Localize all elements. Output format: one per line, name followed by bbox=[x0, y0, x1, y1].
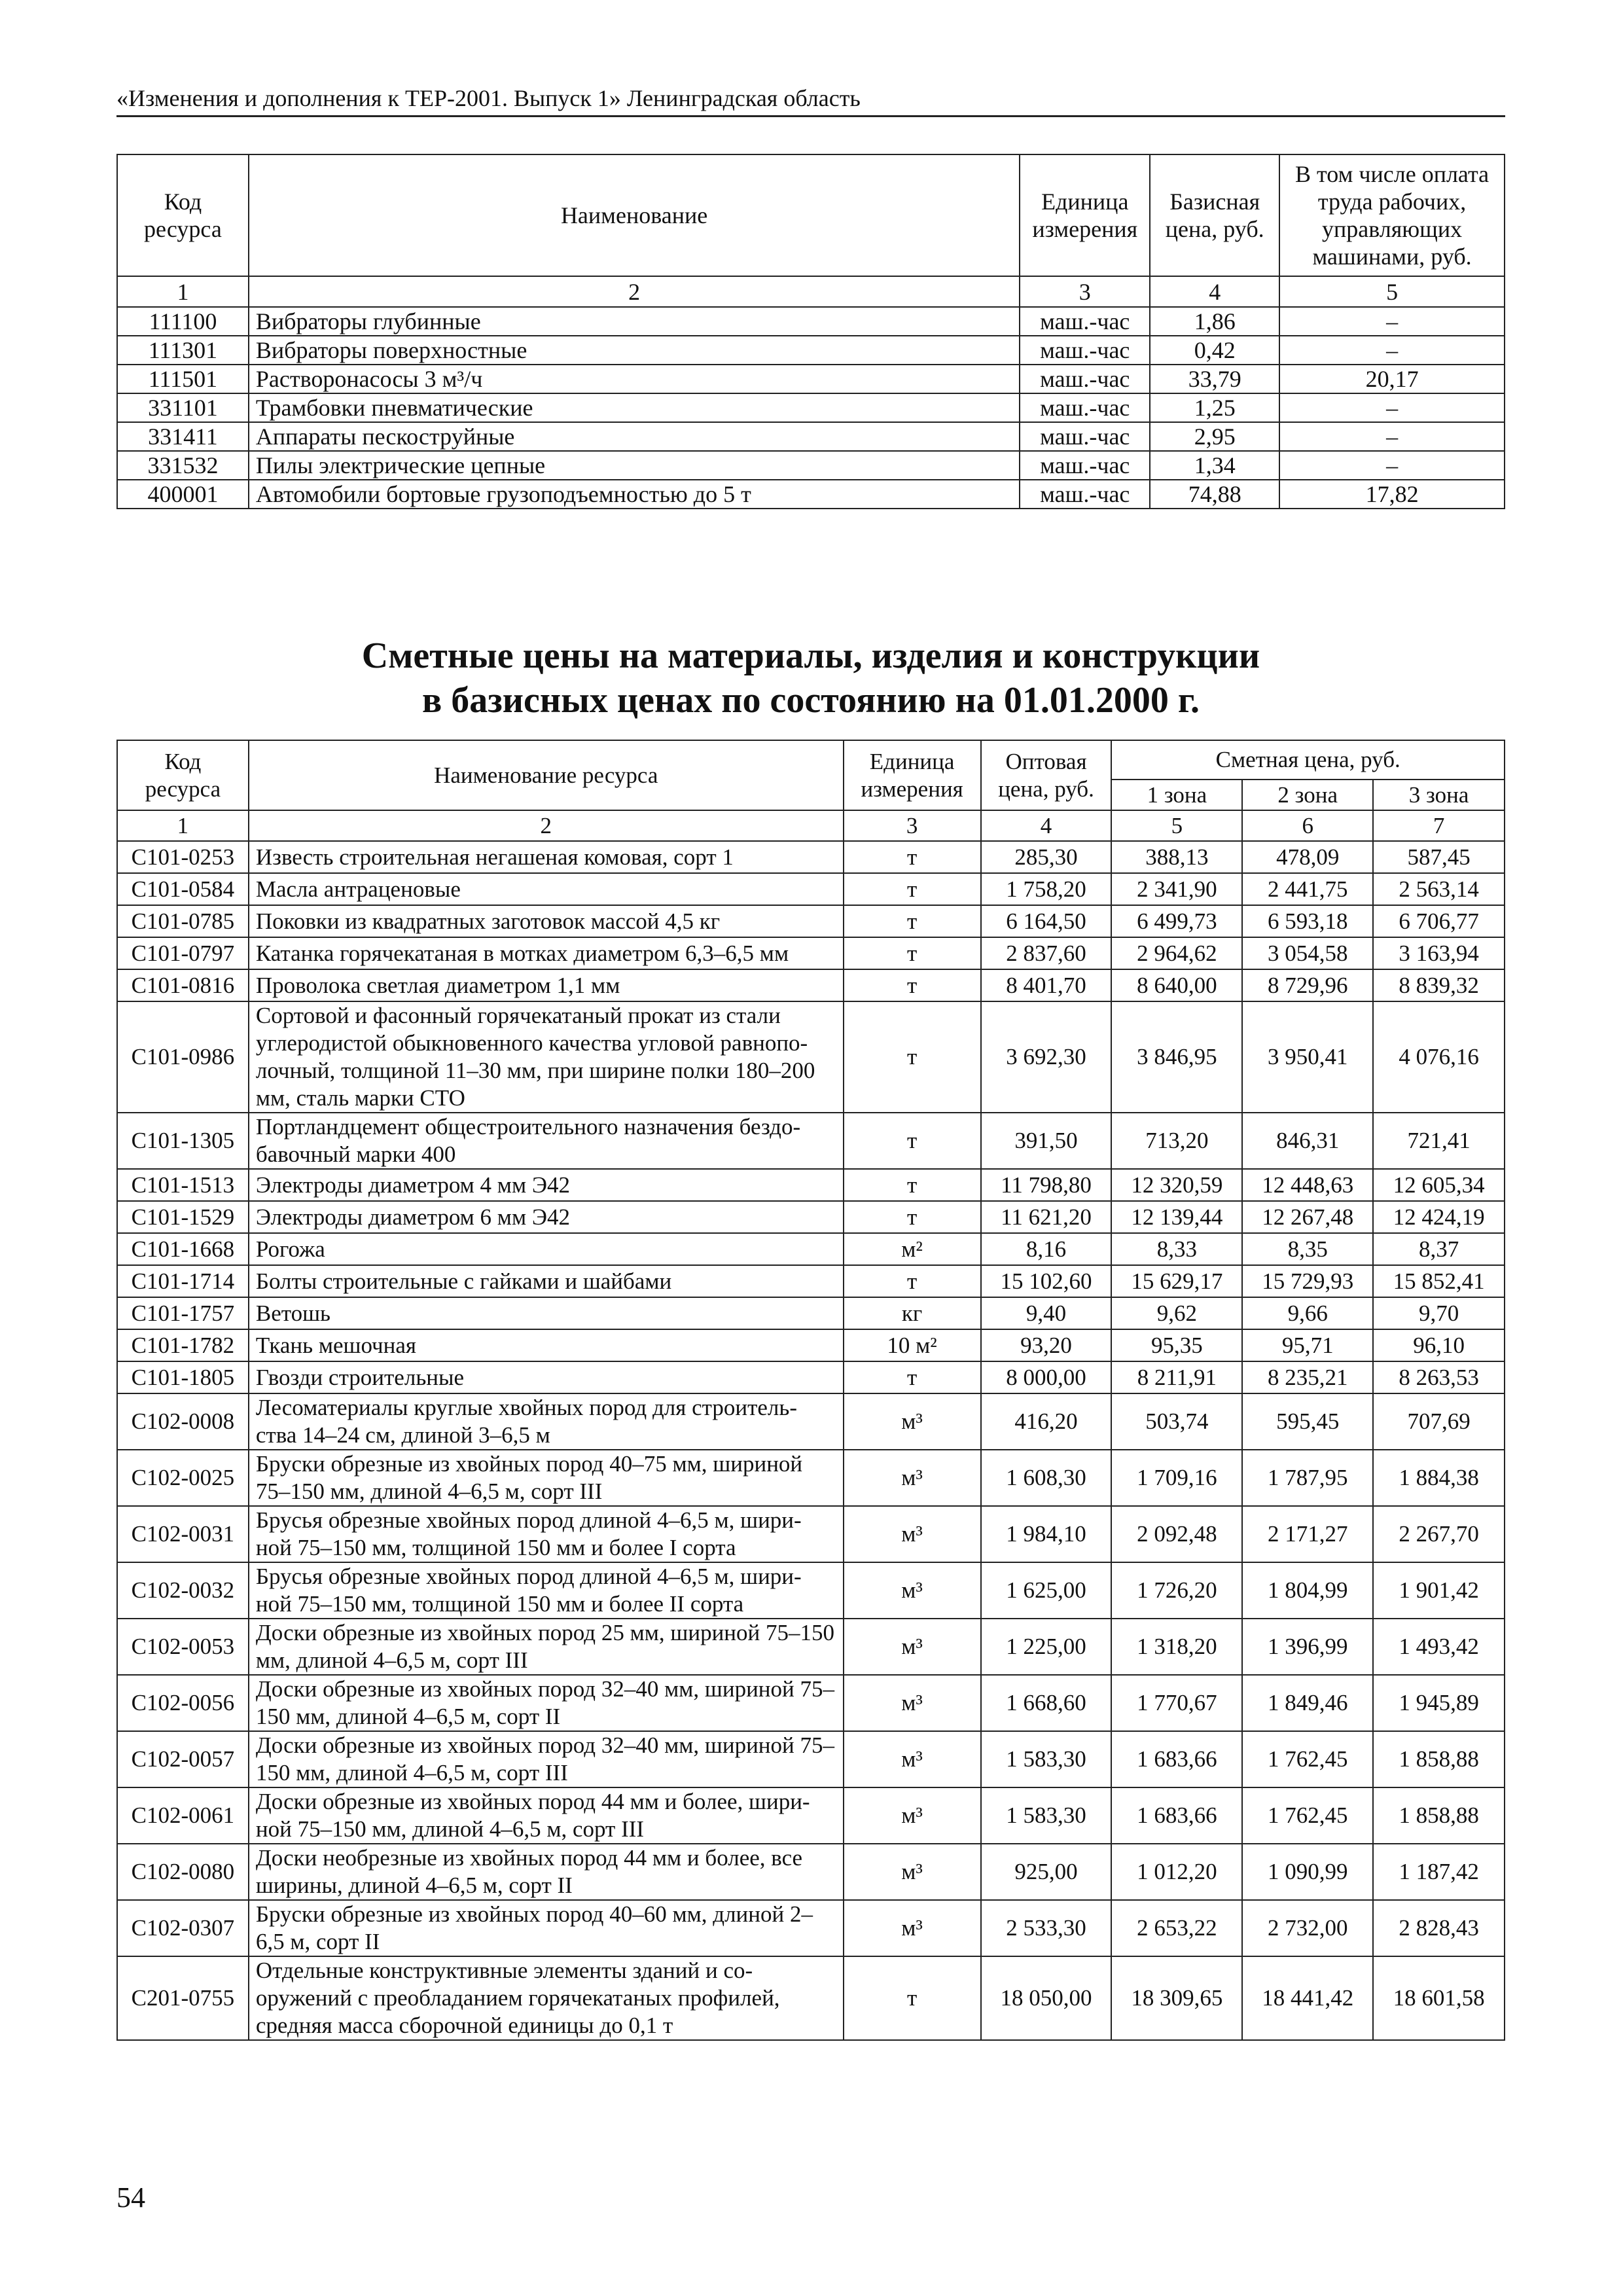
table-row bbox=[117, 1361, 1505, 1393]
table-row bbox=[117, 451, 1505, 480]
zone-3-price: 18 601,58 bbox=[1373, 1956, 1505, 2040]
resource-code: С102-0307 bbox=[117, 1900, 249, 1956]
base-price: 1,86 bbox=[1150, 307, 1279, 336]
zone-2-price: 1 090,99 bbox=[1242, 1844, 1373, 1900]
column-number: 6 bbox=[1242, 810, 1373, 841]
unit: т bbox=[844, 1201, 981, 1233]
resource-name: Растворонасосы 3 м³/ч bbox=[249, 365, 1020, 393]
unit: т bbox=[844, 937, 981, 969]
resource-name: Ветошь bbox=[249, 1297, 844, 1329]
zone-3-price: 1 858,88 bbox=[1373, 1731, 1505, 1787]
resource-name: Поковки из квадратных заготовок массой 4,5 кг bbox=[249, 905, 844, 937]
zone-1-price: 3 846,95 bbox=[1111, 1001, 1242, 1113]
operator-wages: – bbox=[1279, 393, 1505, 422]
unit: маш.-час bbox=[1020, 307, 1150, 336]
resource-code: С102-0057 bbox=[117, 1731, 249, 1787]
zone-3-price: 1 901,42 bbox=[1373, 1562, 1505, 1619]
zone-2-price: 2 441,75 bbox=[1242, 873, 1373, 905]
zone-3-price: 8,37 bbox=[1373, 1233, 1505, 1265]
unit: м³ bbox=[844, 1844, 981, 1900]
table-row bbox=[117, 480, 1505, 509]
zone-2-price: 478,09 bbox=[1242, 841, 1373, 873]
header-estimate: Сметная цена, руб. bbox=[1111, 740, 1505, 780]
zone-3-price: 2 828,43 bbox=[1373, 1900, 1505, 1956]
wholesale-price: 1 225,00 bbox=[981, 1619, 1112, 1675]
table-row bbox=[117, 905, 1505, 937]
wholesale-price: 11 798,80 bbox=[981, 1169, 1112, 1201]
wholesale-price: 1 583,30 bbox=[981, 1787, 1112, 1844]
base-price: 1,34 bbox=[1150, 451, 1279, 480]
unit: т bbox=[844, 969, 981, 1001]
header-unit: Единица измерения bbox=[1020, 154, 1150, 276]
column-number: 3 bbox=[844, 810, 981, 841]
wholesale-price: 1 984,10 bbox=[981, 1506, 1112, 1562]
wholesale-price: 8 401,70 bbox=[981, 969, 1112, 1001]
machines-table-body bbox=[117, 307, 1505, 509]
zone-2-price: 9,66 bbox=[1242, 1297, 1373, 1329]
resource-name: Бруски обрезные из хвойных пород 40–75 мм, шириной 75–150 мм, длиной 4–6,5 м, сорт III bbox=[249, 1450, 844, 1506]
resource-name: Катанка горячекатаная в мотках диаметром 6,3–6,5 мм bbox=[249, 937, 844, 969]
zone-2-price: 8 729,96 bbox=[1242, 969, 1373, 1001]
wholesale-price: 8,16 bbox=[981, 1233, 1112, 1265]
resource-name: Доски обрезные из хвойных пород 32–40 мм, шириной 75–150 мм, длиной 4–6,5 м, сорт II bbox=[249, 1675, 844, 1731]
table-row bbox=[117, 1956, 1505, 2040]
zone-3-price: 8 263,53 bbox=[1373, 1361, 1505, 1393]
zone-2-price: 6 593,18 bbox=[1242, 905, 1373, 937]
resource-name: Пилы электрические цепные bbox=[249, 451, 1020, 480]
table-row bbox=[117, 1787, 1505, 1844]
table-row bbox=[117, 307, 1505, 336]
unit: маш.-час bbox=[1020, 393, 1150, 422]
zone-3-price: 96,10 bbox=[1373, 1329, 1505, 1361]
zone-1-price: 1 770,67 bbox=[1111, 1675, 1242, 1731]
wholesale-price: 11 621,20 bbox=[981, 1201, 1112, 1233]
header-wages: В том числе оплата труда рабочих, управляющих машинами, руб. bbox=[1279, 154, 1505, 276]
zone-1-price: 12 139,44 bbox=[1111, 1201, 1242, 1233]
resource-name: Рогожа bbox=[249, 1233, 844, 1265]
column-number: 3 bbox=[1020, 276, 1150, 307]
resource-code: С101-0816 bbox=[117, 969, 249, 1001]
zone-3-price: 1 858,88 bbox=[1373, 1787, 1505, 1844]
zone-3-price: 587,45 bbox=[1373, 841, 1505, 873]
unit: м³ bbox=[844, 1393, 981, 1450]
zone-2-price: 12 448,63 bbox=[1242, 1169, 1373, 1201]
zone-3-price: 15 852,41 bbox=[1373, 1265, 1505, 1297]
table-row bbox=[117, 1329, 1505, 1361]
table-row bbox=[117, 1169, 1505, 1201]
resource-name: Доски обрезные из хвойных пород 25 мм, шириной 75–150 мм, длиной 4–6,5 м, сорт III bbox=[249, 1619, 844, 1675]
table-row bbox=[117, 1450, 1505, 1506]
resource-code: С101-0584 bbox=[117, 873, 249, 905]
column-number: 1 bbox=[117, 276, 249, 307]
zone-1-price: 1 318,20 bbox=[1111, 1619, 1242, 1675]
zone-2-price: 8 235,21 bbox=[1242, 1361, 1373, 1393]
table-row bbox=[117, 841, 1505, 873]
zone-1-price: 1 709,16 bbox=[1111, 1450, 1242, 1506]
table-row bbox=[117, 937, 1505, 969]
wholesale-price: 1 583,30 bbox=[981, 1731, 1112, 1787]
column-number: 1 bbox=[117, 810, 249, 841]
zone-1-price: 6 499,73 bbox=[1111, 905, 1242, 937]
column-number: 5 bbox=[1111, 810, 1242, 841]
column-number: 2 bbox=[249, 276, 1020, 307]
unit: маш.-час bbox=[1020, 422, 1150, 451]
resource-code: 111501 bbox=[117, 365, 249, 393]
wholesale-price: 18 050,00 bbox=[981, 1956, 1112, 2040]
wholesale-price: 416,20 bbox=[981, 1393, 1112, 1450]
zone-3-price: 1 884,38 bbox=[1373, 1450, 1505, 1506]
wholesale-price: 285,30 bbox=[981, 841, 1112, 873]
resource-name: Электроды диаметром 4 мм Э42 bbox=[249, 1169, 844, 1201]
unit: м³ bbox=[844, 1675, 981, 1731]
table-row bbox=[117, 1562, 1505, 1619]
table-row bbox=[117, 365, 1505, 393]
header-code: Код ресурса bbox=[117, 740, 249, 810]
unit: маш.-час bbox=[1020, 336, 1150, 365]
resource-name: Трамбовки пневматические bbox=[249, 393, 1020, 422]
operator-wages: – bbox=[1279, 451, 1505, 480]
header-name: Наименование bbox=[249, 154, 1020, 276]
unit: м³ bbox=[844, 1787, 981, 1844]
unit: т bbox=[844, 1265, 981, 1297]
zone-1-price: 12 320,59 bbox=[1111, 1169, 1242, 1201]
unit: т bbox=[844, 1001, 981, 1113]
base-price: 1,25 bbox=[1150, 393, 1279, 422]
zone-3-price: 2 267,70 bbox=[1373, 1506, 1505, 1562]
resource-code: С101-0253 bbox=[117, 841, 249, 873]
page-number: 54 bbox=[116, 2181, 145, 2214]
zone-2-price: 18 441,42 bbox=[1242, 1956, 1373, 2040]
unit: м³ bbox=[844, 1619, 981, 1675]
header-unit: Единица измерения bbox=[844, 740, 981, 810]
wholesale-price: 1 608,30 bbox=[981, 1450, 1112, 1506]
unit: м³ bbox=[844, 1731, 981, 1787]
resource-code: С102-0053 bbox=[117, 1619, 249, 1675]
resource-name: Брусья обрезные хвойных пород длиной 4–6,5 м, шири-ной 75–150 мм, толщиной 150 мм и более I сорта bbox=[249, 1506, 844, 1562]
unit: м³ bbox=[844, 1562, 981, 1619]
table-row bbox=[117, 1393, 1505, 1450]
table-row bbox=[117, 336, 1505, 365]
materials-table bbox=[116, 740, 1505, 2041]
zone-2-price: 8,35 bbox=[1242, 1233, 1373, 1265]
zone-2-price: 1 396,99 bbox=[1242, 1619, 1373, 1675]
unit: м³ bbox=[844, 1450, 981, 1506]
unit: 10 м² bbox=[844, 1329, 981, 1361]
resource-code: С101-0986 bbox=[117, 1001, 249, 1113]
resource-code: С101-0797 bbox=[117, 937, 249, 969]
resource-code: С101-1668 bbox=[117, 1233, 249, 1265]
wholesale-price: 8 000,00 bbox=[981, 1361, 1112, 1393]
column-number: 7 bbox=[1373, 810, 1505, 841]
resource-code: С102-0056 bbox=[117, 1675, 249, 1731]
header-price: Базисная цена, руб. bbox=[1150, 154, 1279, 276]
section-title bbox=[116, 634, 1505, 723]
unit: т bbox=[844, 1956, 981, 2040]
zone-2-price: 1 849,46 bbox=[1242, 1675, 1373, 1731]
resource-name: Вибраторы поверхностные bbox=[249, 336, 1020, 365]
operator-wages: 17,82 bbox=[1279, 480, 1505, 509]
table-row bbox=[117, 1265, 1505, 1297]
resource-code: 331411 bbox=[117, 422, 249, 451]
wholesale-price: 1 668,60 bbox=[981, 1675, 1112, 1731]
zone-3-price: 1 187,42 bbox=[1373, 1844, 1505, 1900]
resource-code: С101-1782 bbox=[117, 1329, 249, 1361]
table-row bbox=[117, 1900, 1505, 1956]
zone-1-price: 1 726,20 bbox=[1111, 1562, 1242, 1619]
unit: маш.-час bbox=[1020, 480, 1150, 509]
zone-3-price: 12 424,19 bbox=[1373, 1201, 1505, 1233]
zone-1-price: 1 683,66 bbox=[1111, 1731, 1242, 1787]
resource-code: С102-0025 bbox=[117, 1450, 249, 1506]
resource-code: С102-0031 bbox=[117, 1506, 249, 1562]
zone-2-price: 3 950,41 bbox=[1242, 1001, 1373, 1113]
column-number: 5 bbox=[1279, 276, 1505, 307]
unit: м³ bbox=[844, 1506, 981, 1562]
header-wholesale: Оптовая цена, руб. bbox=[981, 740, 1112, 810]
unit: кг bbox=[844, 1297, 981, 1329]
resource-name: Отдельные конструктивные элементы зданий и со-оружений с преобладанием горячекатаных профилей, средняя масса сборочной единицы до 0,1 т bbox=[249, 1956, 844, 2040]
zone-3-price: 707,69 bbox=[1373, 1393, 1505, 1450]
resource-code: С201-0755 bbox=[117, 1956, 249, 2040]
running-header: «Изменения и дополнения к ТЕР-2001. Выпуск 1» Ленинградская область bbox=[116, 84, 1505, 117]
wholesale-price: 2 533,30 bbox=[981, 1900, 1112, 1956]
wholesale-price: 391,50 bbox=[981, 1113, 1112, 1169]
base-price: 2,95 bbox=[1150, 422, 1279, 451]
table-row bbox=[117, 873, 1505, 905]
resource-code: С101-1529 bbox=[117, 1201, 249, 1233]
zone-3-price: 6 706,77 bbox=[1373, 905, 1505, 937]
table-row bbox=[117, 1233, 1505, 1265]
zone-2-price: 95,71 bbox=[1242, 1329, 1373, 1361]
zone-3-price: 8 839,32 bbox=[1373, 969, 1505, 1001]
zone-1-price: 8,33 bbox=[1111, 1233, 1242, 1265]
table-row bbox=[117, 1297, 1505, 1329]
resource-name: Электроды диаметром 6 мм Э42 bbox=[249, 1201, 844, 1233]
resource-name: Бруски обрезные из хвойных пород 40–60 мм, длиной 2–6,5 м, сорт II bbox=[249, 1900, 844, 1956]
resource-name: Доски необрезные из хвойных пород 44 мм и более, все ширины, длиной 4–6,5 м, сорт II bbox=[249, 1844, 844, 1900]
zone-1-price: 95,35 bbox=[1111, 1329, 1242, 1361]
resource-code: С101-1513 bbox=[117, 1169, 249, 1201]
unit: т bbox=[844, 841, 981, 873]
column-numbers-row bbox=[117, 810, 1505, 841]
operator-wages: 20,17 bbox=[1279, 365, 1505, 393]
zone-2-price: 1 762,45 bbox=[1242, 1731, 1373, 1787]
table-row bbox=[117, 1731, 1505, 1787]
unit: маш.-час bbox=[1020, 365, 1150, 393]
wholesale-price: 3 692,30 bbox=[981, 1001, 1112, 1113]
operator-wages: – bbox=[1279, 422, 1505, 451]
section-title-line-2: в базисных ценах по состоянию на 01.01.2000 г. bbox=[422, 680, 1200, 721]
zone-1-price: 388,13 bbox=[1111, 841, 1242, 873]
header-zone-2: 2 зона bbox=[1242, 780, 1373, 810]
resource-name: Вибраторы глубинные bbox=[249, 307, 1020, 336]
wholesale-price: 93,20 bbox=[981, 1329, 1112, 1361]
wholesale-price: 1 625,00 bbox=[981, 1562, 1112, 1619]
zone-3-price: 721,41 bbox=[1373, 1113, 1505, 1169]
unit: м² bbox=[844, 1233, 981, 1265]
zone-2-price: 12 267,48 bbox=[1242, 1201, 1373, 1233]
resource-code: 111100 bbox=[117, 307, 249, 336]
header-name: Наименование ресурса bbox=[249, 740, 844, 810]
wholesale-price: 9,40 bbox=[981, 1297, 1112, 1329]
zone-3-price: 12 605,34 bbox=[1373, 1169, 1505, 1201]
zone-1-price: 8 640,00 bbox=[1111, 969, 1242, 1001]
column-numbers-row bbox=[117, 276, 1505, 307]
zone-2-price: 2 732,00 bbox=[1242, 1900, 1373, 1956]
table-row bbox=[117, 422, 1505, 451]
header-zone-3: 3 зона bbox=[1373, 780, 1505, 810]
zone-1-price: 9,62 bbox=[1111, 1297, 1242, 1329]
zone-2-price: 1 762,45 bbox=[1242, 1787, 1373, 1844]
resource-code: 111301 bbox=[117, 336, 249, 365]
base-price: 33,79 bbox=[1150, 365, 1279, 393]
resource-name: Доски обрезные из хвойных пород 44 мм и более, шири-ной 75–150 мм, длиной 4–6,5 м, сорт III bbox=[249, 1787, 844, 1844]
resource-code: С101-0785 bbox=[117, 905, 249, 937]
zone-3-price: 4 076,16 bbox=[1373, 1001, 1505, 1113]
zone-3-price: 1 493,42 bbox=[1373, 1619, 1505, 1675]
column-number: 2 bbox=[249, 810, 844, 841]
zone-1-price: 503,74 bbox=[1111, 1393, 1242, 1450]
table-row bbox=[117, 393, 1505, 422]
zone-2-price: 1 787,95 bbox=[1242, 1450, 1373, 1506]
unit: т bbox=[844, 905, 981, 937]
zone-1-price: 15 629,17 bbox=[1111, 1265, 1242, 1297]
header-zone-1: 1 зона bbox=[1111, 780, 1242, 810]
wholesale-price: 925,00 bbox=[981, 1844, 1112, 1900]
resource-code: С101-1714 bbox=[117, 1265, 249, 1297]
zone-1-price: 1 012,20 bbox=[1111, 1844, 1242, 1900]
base-price: 74,88 bbox=[1150, 480, 1279, 509]
table-row bbox=[117, 969, 1505, 1001]
zone-3-price: 1 945,89 bbox=[1373, 1675, 1505, 1731]
resource-code: С101-1757 bbox=[117, 1297, 249, 1329]
zone-2-price: 595,45 bbox=[1242, 1393, 1373, 1450]
zone-1-price: 2 341,90 bbox=[1111, 873, 1242, 905]
resource-name: Болты строительные с гайками и шайбами bbox=[249, 1265, 844, 1297]
machines-table bbox=[116, 154, 1505, 509]
table-row bbox=[117, 1675, 1505, 1731]
unit: маш.-час bbox=[1020, 451, 1150, 480]
section-title-line-1: Сметные цены на материалы, изделия и конструкции bbox=[361, 636, 1260, 676]
zone-1-price: 2 964,62 bbox=[1111, 937, 1242, 969]
column-number: 4 bbox=[981, 810, 1112, 841]
unit: т bbox=[844, 1169, 981, 1201]
resource-name: Ткань мешочная bbox=[249, 1329, 844, 1361]
resource-name: Автомобили бортовые грузоподъемностью до 5 т bbox=[249, 480, 1020, 509]
operator-wages: – bbox=[1279, 336, 1505, 365]
table-row bbox=[117, 1113, 1505, 1169]
table-row bbox=[117, 1844, 1505, 1900]
zone-3-price: 9,70 bbox=[1373, 1297, 1505, 1329]
table-row bbox=[117, 1001, 1505, 1113]
zone-1-price: 8 211,91 bbox=[1111, 1361, 1242, 1393]
zone-2-price: 15 729,93 bbox=[1242, 1265, 1373, 1297]
resource-code: С101-1305 bbox=[117, 1113, 249, 1169]
zone-2-price: 2 171,27 bbox=[1242, 1506, 1373, 1562]
resource-code: С102-0080 bbox=[117, 1844, 249, 1900]
zone-2-price: 846,31 bbox=[1242, 1113, 1373, 1169]
wholesale-price: 2 837,60 bbox=[981, 937, 1112, 969]
resource-name: Масла антраценовые bbox=[249, 873, 844, 905]
unit: т bbox=[844, 1361, 981, 1393]
zone-3-price: 2 563,14 bbox=[1373, 873, 1505, 905]
wholesale-price: 15 102,60 bbox=[981, 1265, 1112, 1297]
zone-3-price: 3 163,94 bbox=[1373, 937, 1505, 969]
zone-1-price: 1 683,66 bbox=[1111, 1787, 1242, 1844]
wholesale-price: 1 758,20 bbox=[981, 873, 1112, 905]
operator-wages: – bbox=[1279, 307, 1505, 336]
table-row bbox=[117, 1619, 1505, 1675]
zone-1-price: 713,20 bbox=[1111, 1113, 1242, 1169]
wholesale-price: 6 164,50 bbox=[981, 905, 1112, 937]
resource-code: С102-0061 bbox=[117, 1787, 249, 1844]
column-number: 4 bbox=[1150, 276, 1279, 307]
base-price: 0,42 bbox=[1150, 336, 1279, 365]
resource-name: Известь строительная негашеная комовая, сорт 1 bbox=[249, 841, 844, 873]
resource-code: С102-0032 bbox=[117, 1562, 249, 1619]
zone-2-price: 1 804,99 bbox=[1242, 1562, 1373, 1619]
resource-name: Сортовой и фасонный горячекатаный прокат из стали углеродистой обыкновенного качества угловой равнопо-лочный, толщиной 11–30 мм, при ширине полки 180–200 мм, сталь марки СТО bbox=[249, 1001, 844, 1113]
zone-1-price: 18 309,65 bbox=[1111, 1956, 1242, 2040]
resource-code: С101-1805 bbox=[117, 1361, 249, 1393]
unit: т bbox=[844, 873, 981, 905]
resource-name: Портландцемент общестроительного назначения бездо-бавочный марки 400 bbox=[249, 1113, 844, 1169]
resource-name: Лесоматериалы круглые хвойных пород для строитель-ства 14–24 см, длиной 3–6,5 м bbox=[249, 1393, 844, 1450]
resource-name: Доски обрезные из хвойных пород 32–40 мм, шириной 75–150 мм, длиной 4–6,5 м, сорт III bbox=[249, 1731, 844, 1787]
resource-name: Гвозди строительные bbox=[249, 1361, 844, 1393]
resource-code: 331101 bbox=[117, 393, 249, 422]
zone-1-price: 2 092,48 bbox=[1111, 1506, 1242, 1562]
resource-code: 331532 bbox=[117, 451, 249, 480]
materials-table-body bbox=[117, 841, 1505, 2040]
resource-code: С102-0008 bbox=[117, 1393, 249, 1450]
unit: т bbox=[844, 1113, 981, 1169]
unit: м³ bbox=[844, 1900, 981, 1956]
resource-name: Аппараты пескоструйные bbox=[249, 422, 1020, 451]
header-code: Код ресурса bbox=[117, 154, 249, 276]
resource-name: Брусья обрезные хвойных пород длиной 4–6,5 м, шири-ной 75–150 мм, толщиной 150 мм и более II сорта bbox=[249, 1562, 844, 1619]
resource-code: 400001 bbox=[117, 480, 249, 509]
zone-1-price: 2 653,22 bbox=[1111, 1900, 1242, 1956]
table-row bbox=[117, 1201, 1505, 1233]
table-row bbox=[117, 1506, 1505, 1562]
zone-2-price: 3 054,58 bbox=[1242, 937, 1373, 969]
resource-name: Проволока светлая диаметром 1,1 мм bbox=[249, 969, 844, 1001]
